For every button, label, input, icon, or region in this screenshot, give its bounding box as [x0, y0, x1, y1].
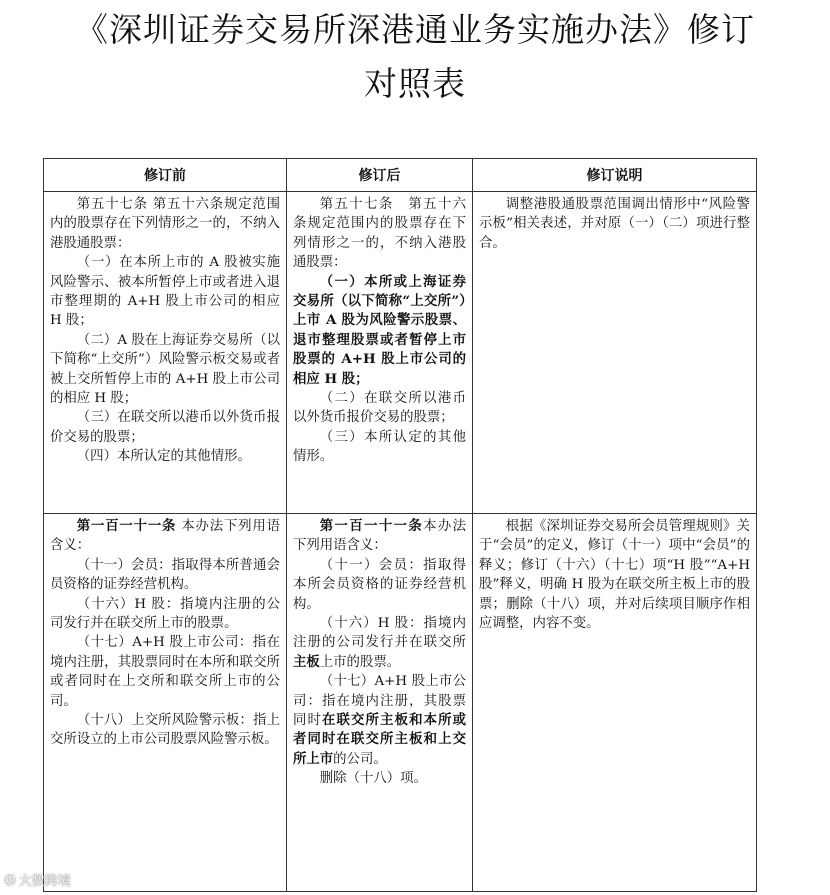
table-row — [44, 514, 757, 892]
article-number: 第一百一十一条 — [76, 518, 177, 534]
table-header-row — [44, 159, 757, 192]
clause-text: （十七）A+H 股上市公司：指在境内注册，其股票同时 — [293, 674, 466, 729]
header-after: 修订后 — [287, 159, 473, 192]
article-paragraph — [293, 517, 466, 556]
document-title-line2: 对照表 — [364, 64, 466, 103]
note-paragraph: 根据《深圳证券交易所会员管理规则》关于“会员”的定义，修订（十一）项中“会员”的释义；修订（十六）（十七）项“H 股”“A+H 股”释义，明确 H 股为在联交所主板上市的股票；删除（十八）项，并对后续项目顺序作相应调整，内容不变。 — [479, 519, 750, 632]
article-paragraph: 第五十七条 第五十六条规定范围内的股票存在下列情形之一的，不纳入港股通股票： — [50, 197, 280, 251]
weibo-icon: ✇ — [4, 873, 16, 889]
clause-paragraph: 删除（十八）项。 — [319, 771, 427, 787]
article-text: 本办法下列用语含义： — [293, 519, 467, 554]
cell-after — [287, 514, 473, 892]
header-before: 修订前 — [44, 159, 287, 192]
cell-before — [44, 192, 287, 514]
note-paragraph: 调整港股通股票范围调出情形中“风险警示板”相关表述，并对原（一）（二）项进行整合。 — [479, 197, 750, 251]
clause-paragraph: （四）本所认定的其他情形。 — [76, 449, 251, 465]
clause-paragraph-bold: （一）本所或上海证券交易所（以下简称“上交所”）上市 A 股为风险警示股票、退市整理股票或者暂停上市股票的 A+H 股上市公司的相应 H 股； — [293, 273, 466, 387]
watermark — [4, 870, 71, 889]
clause-text: 的公司。 — [333, 751, 387, 767]
clause-paragraph: （一）在本所上市的 A 股被实施风险警示、被本所暂停上市或者进入退市整理期的 A+H 股上市公司的相应 H 股； — [50, 255, 280, 329]
cell-before — [44, 514, 287, 892]
clause-text: 上市的股票。 — [319, 654, 401, 670]
cell-note — [473, 514, 757, 892]
cell-note — [473, 192, 757, 514]
article-text: 本办法下列用语含义： — [50, 519, 280, 554]
article-paragraph — [50, 517, 280, 556]
clause-paragraph: （三）在联交所以港币以外货币报价交易的股票； — [50, 410, 280, 445]
document-title-line1: 《深圳证券交易所深港通业务实施办法》修订 — [75, 10, 755, 49]
watermark-text: 大数跨境 — [18, 874, 71, 889]
clause-paragraph: （十一）会员：指取得本所普通会员资格的证券经营机构。 — [50, 557, 280, 593]
article-number: 第一百一十一条 — [319, 518, 424, 534]
clause-paragraph — [293, 672, 466, 769]
table-row — [44, 192, 757, 514]
clause-paragraph: （二）在联交所以港币以外货币报价交易的股票； — [293, 391, 466, 426]
clause-text-bold: 主板 — [293, 653, 320, 670]
clause-paragraph — [293, 614, 466, 672]
clause-paragraph: （十七）A+H 股上市公司：指在境内注册，其股票同时在本所和联交所或者同时在上交所和联交所上市的公司。 — [50, 635, 280, 709]
header-note: 修订说明 — [473, 159, 757, 192]
clause-paragraph: （三）本所认定的其他情形。 — [293, 429, 466, 465]
cell-after — [287, 192, 473, 514]
article-paragraph: 第五十七条 第五十六条规定范围内的股票存在下列情形之一的，不纳入港股通股票： — [293, 197, 466, 271]
clause-paragraph: （十八）上交所风险警示板：指上交所设立的上市公司股票风险警示板。 — [50, 713, 280, 748]
clause-paragraph: （二）A 股在上海证券交易所（以下简称“上交所”）风险警示板交易或者被上交所暂停上市的 A+H 股上市公司的相应 H 股； — [50, 332, 280, 407]
clause-text: （十六）H 股：指境内注册的公司发行并在联交所 — [293, 616, 466, 651]
clause-paragraph: （十一）会员：指取得本所会员资格的证券经营机构。 — [293, 557, 466, 612]
comparison-table — [43, 158, 757, 892]
clause-paragraph: （十六）H 股：指境内注册的公司发行并在联交所上市的股票。 — [50, 596, 280, 632]
clause-text-bold: 在联交所主板和本所或者同时在联交所主板和上交所上市 — [293, 712, 467, 767]
